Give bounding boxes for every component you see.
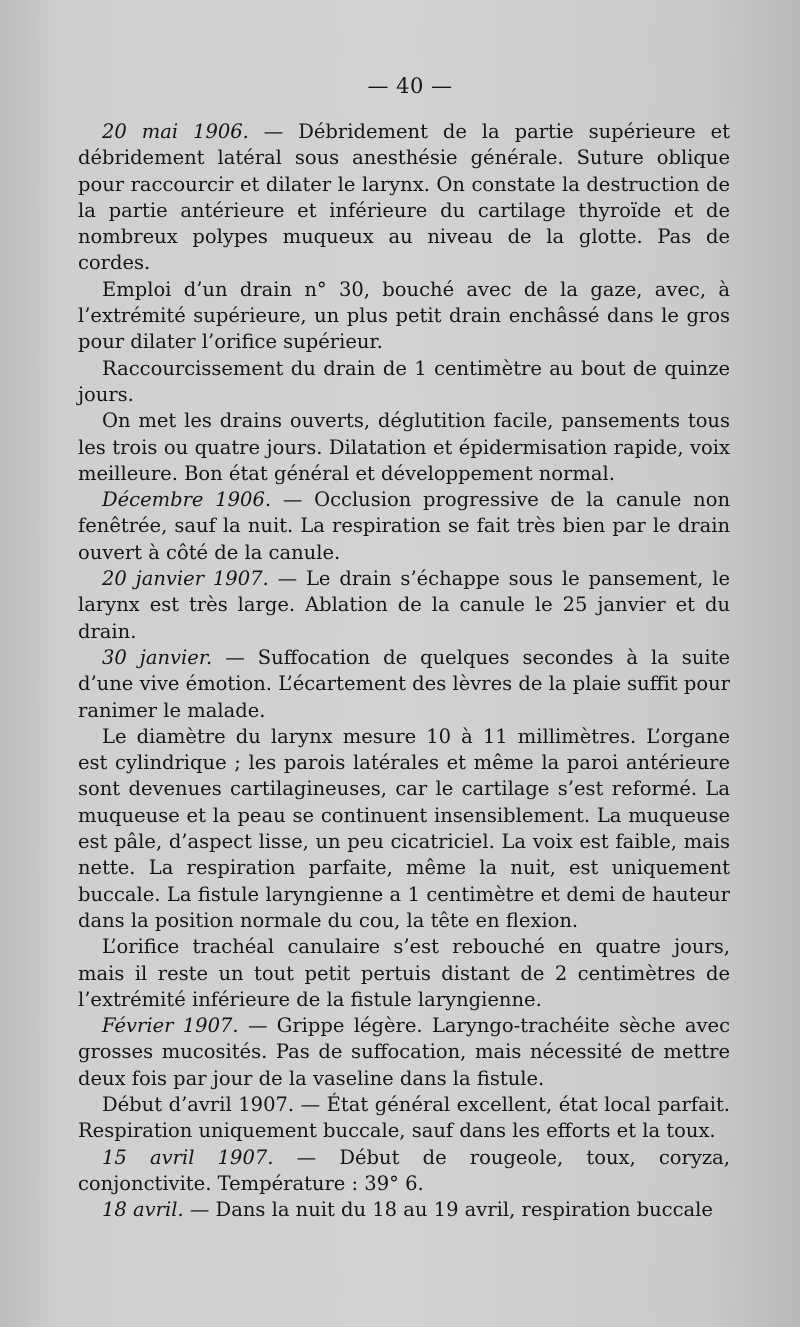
entry-text: — Le drain s’échappe sous le pansement, le larynx est très large. Ablation de la canule le 25 janvier et du drain. (78, 567, 730, 643)
paragraph (78, 119, 730, 277)
entry-text: — Dans la nuit du 18 au 19 avril, respiration buccale (183, 1198, 713, 1222)
entry-text: — Occlusion progressive de la canule non fenêtrée, sauf la nuit. La respiration se fait très bien par le drain ouvert à côté de la canule. (78, 488, 731, 564)
paragraph (78, 1197, 730, 1223)
paragraph (78, 356, 730, 409)
paragraph (78, 408, 730, 487)
entry-text: Raccourcissement du drain de 1 centimètre au bout de quinze jours. (78, 356, 730, 406)
paragraph (78, 724, 730, 934)
paragraph (78, 1092, 730, 1145)
entry-date: Décembre 1906. (102, 488, 272, 512)
paragraph (78, 487, 730, 566)
entry-date: 18 avril. (102, 1198, 184, 1222)
entry-date: Février 1907. (102, 1014, 239, 1038)
paragraph (78, 566, 730, 645)
entry-text: Le diamètre du larynx mesure 10 à 11 millimètres. L’organe est cylindrique ; les parois latérales et même la paroi antérieure sont devenues cartilagineuses, car le cartilage s’est reformé. La muqueuse et la peau se continuent insensiblement. La muqueuse est pâle, d’aspect lisse, un peu cicatriciel. La voix est faible, mais nette. La respiration parfaite, même la nuit, est uniquement buccale. La fistule laryngienne a 1 centimètre et demi de hauteur dans la position normale du cou, la tête en flexion. (78, 724, 730, 932)
entry-date: 20 janvier 1907. (102, 567, 269, 591)
body-text (78, 119, 730, 1223)
entry-text: Emploi d’un drain n° 30, bouché avec de la gaze, avec, à l’extrémité supérieure, un plus petit drain enchâssé dans le gros pour dilater l’orifice supérieur. (78, 277, 730, 354)
entry-text: — Débridement de la partie supérieure et débridement latéral sous anesthésie générale. Suture oblique pour raccourcir et dilater le larynx. On constate la destruction de la partie antérieure et inférieure du cartilage thyroïde et de nombreux polypes muqueux au niveau de la glotte. Pas de cordes. (78, 120, 731, 275)
paragraph (78, 934, 730, 1013)
entry-date: 20 mai 1906. (102, 120, 249, 143)
entry-text: Début d’avril 1907. — État général excellent, état local parfait. Respiration uniquement buccale, sauf dans les efforts et la toux. (78, 1092, 730, 1143)
page-number: — 40 — (367, 74, 453, 98)
paragraph (78, 645, 730, 724)
entry-text: — Début de rougeole, toux, coryza, conjonctivite. Température : 39° 6. (78, 1145, 730, 1195)
entry-text: On met les drains ouverts, déglutition facile, pansements tous les trois ou quatre jours. Dilatation et épidermisation rapide, voix meilleure. Bon état général et développement normal. (78, 409, 730, 485)
entry-text: L’orifice trachéal canulaire s’est rebouché en quatre jours, mais il reste un tout petit pertuis distant de 2 centimètres de l’extrémité inférieure de la fistule laryngienne. (78, 935, 730, 1011)
entry-date: 30 janvier. (102, 645, 213, 669)
paragraph (78, 1013, 730, 1092)
paragraph (78, 1145, 730, 1198)
paragraph (78, 277, 730, 356)
entry-date: 15 avril 1907. (102, 1145, 274, 1169)
entry-text: — Grippe légère. Laryngo-trachéite sèche avec grosses mucosités. Pas de suffocation, mais nécessité de mettre deux fois par jour de la vaseline dans la fistule. (78, 1014, 731, 1090)
entry-text: — Suffocation de quelques secondes à la suite d’une vive émotion. L’écartement des lèvres de la plaie suffit pour ranimer le malade. (78, 645, 730, 722)
